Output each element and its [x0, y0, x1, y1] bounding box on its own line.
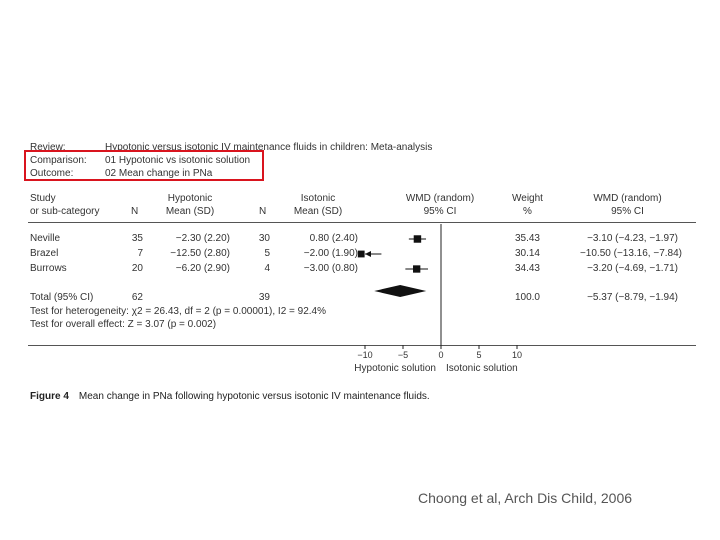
- comparison-label: Comparison:: [30, 155, 87, 166]
- tick-label: 0: [438, 350, 444, 360]
- header-isotonic-mean: Mean (SD): [293, 206, 343, 217]
- header-weight: Weight: [512, 193, 543, 204]
- header-wmd: WMD (random): [405, 193, 475, 204]
- n-isotonic: 4: [264, 263, 270, 274]
- hypotonic-mean: −12.50 (2.80): [170, 248, 230, 259]
- axis-label-left: Hypotonic solution: [354, 363, 436, 374]
- pooled-diamond: [374, 285, 426, 297]
- total-ci: −5.37 (−8.79, −1.94): [587, 292, 678, 303]
- overall-effect-test: Test for overall effect: Z = 3.07 (p = 0.002): [30, 319, 217, 330]
- n-isotonic: 5: [264, 248, 270, 259]
- axis-label-right: Isotonic solution: [446, 363, 518, 374]
- header-isotonic: Isotonic: [300, 193, 336, 204]
- header-n-hypotonic: N: [131, 206, 139, 217]
- tick-label: 10: [511, 350, 523, 360]
- header-ci: WMD (random): [593, 193, 662, 204]
- figure-label: Figure 4: [30, 391, 69, 402]
- outcome-label: Outcome:: [30, 168, 74, 179]
- n-hypotonic: 7: [137, 248, 143, 259]
- comparison-value: 01 Hypotonic vs isotonic solution: [105, 155, 251, 166]
- tick-label: −5: [397, 350, 409, 360]
- header-n-isotonic: N: [259, 206, 267, 217]
- outcome-value: 02 Mean change in PNa: [105, 168, 213, 179]
- citation: Choong et al, Arch Dis Child, 2006: [418, 490, 633, 506]
- total-label: Total (95% CI): [30, 292, 94, 303]
- review-label: Review:: [30, 142, 66, 153]
- isotonic-mean: −3.00 (0.80): [303, 263, 358, 274]
- header-wmd-ci: 95% CI: [423, 206, 457, 217]
- total-n-isotonic: 39: [258, 292, 270, 303]
- study-estimate-square: [414, 235, 421, 242]
- header-ci-range: 95% CI: [611, 206, 644, 217]
- n-isotonic: 30: [258, 233, 270, 244]
- header-hypotonic: Hypotonic: [167, 193, 213, 204]
- study-estimate-square: [358, 251, 365, 258]
- header-hypotonic-mean: Mean (SD): [165, 206, 215, 217]
- ci-arrow: [365, 251, 371, 257]
- isotonic-mean: 0.80 (2.40): [309, 233, 358, 244]
- hypotonic-mean: −2.30 (2.20): [175, 233, 230, 244]
- tick-label: 5: [476, 350, 482, 360]
- wmd-ci: −3.20 (−4.69, −1.71): [587, 263, 678, 274]
- total-n-hypotonic: 62: [131, 292, 143, 303]
- header-study: Study: [30, 193, 56, 204]
- figure-text: Mean change in PNa following hypotonic versus isotonic IV maintenance fluids.: [78, 391, 430, 402]
- figure-caption: [30, 391, 430, 402]
- n-hypotonic: 20: [131, 263, 143, 274]
- isotonic-mean: −2.00 (1.90): [303, 248, 358, 259]
- study-name: Neville: [30, 233, 61, 244]
- tick-label: −10: [357, 350, 373, 360]
- study-name: Brazel: [30, 248, 59, 259]
- weight: 30.14: [514, 248, 540, 259]
- hypotonic-mean: −6.20 (2.90): [175, 263, 230, 274]
- n-hypotonic: 35: [131, 233, 143, 244]
- header-weight-pct: %: [523, 206, 532, 217]
- wmd-ci: −10.50 (−13.16, −7.84): [579, 248, 682, 259]
- heterogeneity-test: Test for heterogeneity: χ2 = 26.43, df = 2 (p = 0.00001), I2 = 92.4%: [30, 306, 327, 317]
- review-value: Hypotonic versus isotonic IV maintenance fluids in children: Meta-analysis: [105, 142, 433, 153]
- study-estimate-square: [413, 265, 420, 272]
- header-subcategory: or sub-category: [30, 206, 100, 217]
- study-name: Burrows: [30, 263, 67, 274]
- wmd-ci: −3.10 (−4.23, −1.97): [587, 233, 678, 244]
- total-weight: 100.0: [514, 292, 540, 303]
- weight: 35.43: [514, 233, 540, 244]
- weight: 34.43: [514, 263, 540, 274]
